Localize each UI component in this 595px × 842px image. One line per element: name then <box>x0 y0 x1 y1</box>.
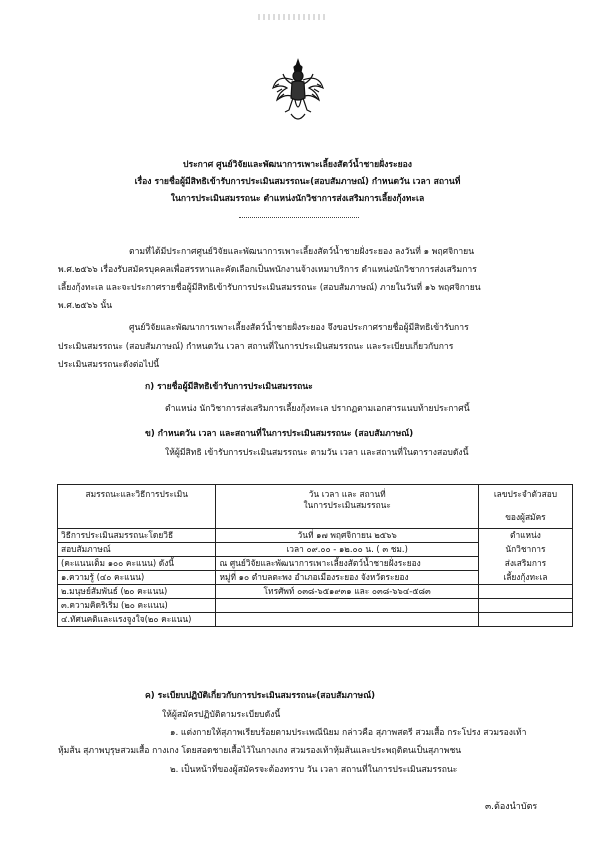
table-cell: ตำแหน่ง <box>478 529 572 543</box>
title-line-2: เรื่อง รายชื่อผู้มีสิทธิเข้ารับการประเมินสมรรถนะ(สอบสัมภาษณ์) กำหนดวัน เวลา สถานที่ <box>134 177 461 187</box>
table-cell: (คะแนนเต็ม ๑๐๐ คะแนน) ดังนี้ <box>58 557 216 571</box>
table-cell: เลี้ยงกุ้งทะเล <box>478 571 572 585</box>
table-row <box>58 613 573 627</box>
paragraph-1-line-1: ตามที่ได้มีประกาศศูนย์วิจัยและพัฒนาการเพาะเลี้ยงสัตว์น้ำชายฝั่งระยอง ลงวันที่ ๑ พฤศจิกายน <box>129 247 475 257</box>
section-c-intro: ให้ผู้สมัครปฏิบัติตามระเบียบดังนี้ <box>162 710 281 720</box>
continued-marker: ๓.ต้องนำบัตร <box>485 802 538 812</box>
section-c-title: ค) ระเบียบปฏิบัติเกี่ยวกับการประเมินสมรรถนะ(สอบสัมภาษณ์) <box>145 691 376 701</box>
table-cell <box>478 585 572 599</box>
header-exam-id-line-2: ของผู้สมัคร <box>505 512 546 522</box>
table-row <box>58 529 573 543</box>
table-header-row <box>58 485 573 529</box>
table-cell: ๒.มนุษย์สัมพันธ์ (๒๐ คะแนน) <box>58 585 216 599</box>
section-a-text: ตำแหน่ง นักวิชาการส่งเสริมการเลี้ยงกุ้งทะเล ปรากฏตามเอกสารแนบท้ายประกาศนี้ <box>165 404 470 414</box>
paragraph-1-line-3: เลี้ยงกุ้งทะเล และจะประกาศรายชื่อผู้มีสิทธิเข้ารับการประเมินสมรรถนะ (สอบสัมภาษณ์) ภายในวันที่ ๑๖ พฤศจิกายน <box>58 283 481 293</box>
title-line-3: ในการประเมินสมรรถนะ ตำแหน่งนักวิชาการส่งเสริมการเลี้ยงกุ้งทะเล <box>170 194 425 204</box>
table-cell <box>216 599 478 613</box>
table-cell: โทรศัพท์ ๐๓๘-๖๕๑๙๓๑ และ ๐๓๘-๖๖๔-๕๘๓ <box>216 585 478 599</box>
table-cell <box>216 613 478 627</box>
section-b-text: ให้ผู้มีสิทธิ เข้ารับการประเมินสมรรถนะ ตามวัน เวลา และสถานที่ในตารางสอบดังนี้ <box>165 448 469 458</box>
table-cell: ๑.ความรู้ (๔๐ คะแนน) <box>58 571 216 585</box>
paragraph-2-line-3: ประเมินสมรรถนะดังต่อไปนี้ <box>58 360 160 370</box>
paragraph-1-line-2: พ.ศ.๒๕๖๖ เรื่องรับสมัครบุคคลเพื่อสรรหาและคัดเลือกเป็นพนักงานจ้างเหมาบริการ ตำแหน่งนักวิชาการส่งเสริมการ <box>58 265 477 275</box>
table-row <box>58 543 573 557</box>
table-header-competency <box>58 485 216 529</box>
table-cell: ณ ศูนย์วิจัยและพัฒนาการเพาะเลี้ยงสัตว์น้ำชายฝั่งระยอง <box>216 557 478 571</box>
table-cell <box>478 613 572 627</box>
table-cell: วิธีการประเมินสมรรถนะโดยวิธี <box>58 529 216 543</box>
paragraph-2-line-1: ศูนย์วิจัยและพัฒนาการเพาะเลี้ยงสัตว์น้ำชายฝั่งระยอง จึงขอประกาศรายชื่อผู้มีสิทธิเข้ารับการ <box>129 323 469 333</box>
title-line-1: ประกาศ ศูนย์วิจัยและพัฒนาการเพาะเลี้ยงสัตว์น้ำชายฝั่งระยอง <box>183 160 412 170</box>
paragraph-1-line-4: พ.ศ.๒๕๖๖ นั้น <box>58 301 113 311</box>
table-cell: สอบสัมภาษณ์ <box>58 543 216 557</box>
table-cell: ส่งเสริมการ <box>478 557 572 571</box>
header-exam-id-line-1: เลขประจำตัวสอบ <box>493 489 558 499</box>
section-b-title: ข) กำหนดวัน เวลา และสถานที่ในการประเมินสมรรถนะ (สอบสัมภาษณ์) <box>145 429 414 439</box>
title-divider <box>239 217 359 218</box>
paragraph-2-line-2: ประเมินสมรรถนะ (สอบสัมภาษณ์) กำหนดวัน เวลา สถานที่ในการประเมินสมรรถนะ และระเบียบเกี่ยวกับการ <box>58 342 454 352</box>
table-header-datetime <box>216 485 478 529</box>
table-row <box>58 599 573 613</box>
table-cell: นักวิชาการ <box>478 543 572 557</box>
table-row <box>58 571 573 585</box>
table-row <box>58 585 573 599</box>
section-c-item-1-line-2: หุ้มส้น สุภาพบุรุษสวมเสื้อ กางเกง โดยสอดชายเสื้อไว้ในกางเกง สวมรองเท้าหุ้มส้นและประพฤติตนเป็นสุภาพชน <box>58 746 462 756</box>
garuda-emblem-icon <box>271 58 325 124</box>
scan-mark <box>258 14 328 20</box>
table-cell <box>478 599 572 613</box>
header-datetime-line-2: ในการประเมินสมรรถนะ <box>303 500 391 510</box>
section-a-title: ก) รายชื่อผู้มีสิทธิเข้ารับการประเมินสมรรถนะ <box>145 382 313 392</box>
header-datetime-line-1: วัน เวลา และ สถานที่ <box>308 489 386 499</box>
header-competency-label: สมรรถนะและวิธีการประเมิน <box>85 489 188 499</box>
schedule-table <box>57 484 573 627</box>
table-header-exam-id <box>478 485 572 529</box>
table-row <box>58 557 573 571</box>
table-cell: ๔.ทัศนคติและแรงจูงใจ(๒๐ คะแนน) <box>58 613 216 627</box>
table-cell: เวลา ๐๙.๐๐ - ๑๒.๐๐ น. ( ๓ ชม.) <box>216 543 478 557</box>
table-cell: หมู่ที่ ๑๐ ตำบลตะพง อำเภอเมืองระยอง จังหวัดระยอง <box>216 571 478 585</box>
section-c-item-1-line-1: ๑. แต่งกายให้สุภาพเรียบร้อยตามประเพณีนิยม กล่าวคือ สุภาพสตรี สวมเสื้อ กระโปรง สวมรองเท้า <box>170 728 527 738</box>
section-c-item-2: ๒. เป็นหน้าที่ของผู้สมัครจะต้องทราบ วัน เวลา สถานที่ในการประเมินสมรรถนะ <box>170 765 458 775</box>
table-cell: วันที่ ๑๗ พฤศจิกายน ๒๕๖๖ <box>216 529 478 543</box>
table-cell: ๓.ความคิดริเริ่ม (๒๐ คะแนน) <box>58 599 216 613</box>
